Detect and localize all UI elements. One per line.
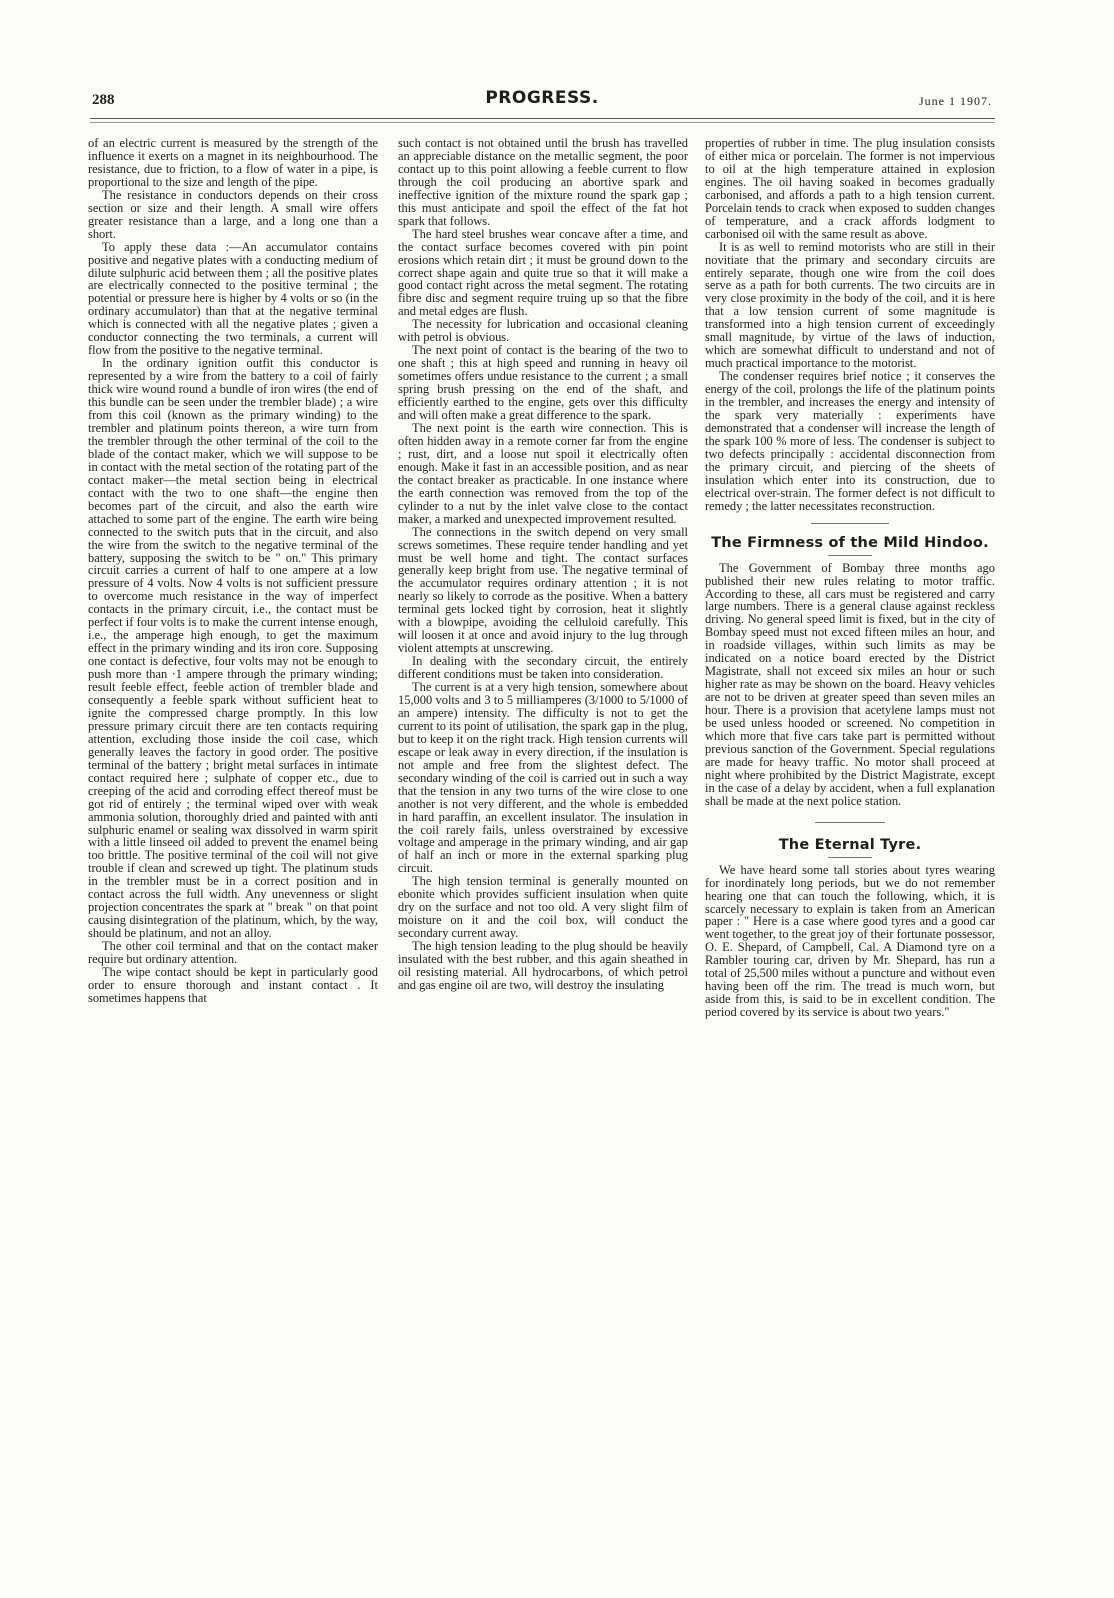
section-divider	[815, 822, 885, 823]
paragraph: The next point is the earth wire connection. This is often hidden away in a remote corner far from the engine ; rust, dirt, and a loose nut spoil it electrically often enough. Make it fast in an accessible position, and as near the contact breaker as practicable. In one instance where the earth connection was removed from the top of the cylinder to a nut by the inlet valve close to the contact maker, a marked and unexpected improvement resulted.	[398, 420, 688, 526]
paragraph: The necessity for lubrication and occasional cleaning with petrol is obvious.	[398, 317, 688, 345]
column-2	[398, 137, 688, 992]
article-body-tyre: We have heard some tall stories about tyres wearing for inordinately long periods, but we do not remember hearing one that can touch the following, which, it is scarcely necessary to explain is taken from an American paper : " Here is a case where good tyres and a good car went together, to the great joy of their fortunate possessor, O. E. Shepard, of Campbell, Cal. A Diamond tyre on a Rambler touring car, driven by Mr. Shepard, has run a total of 25,500 miles without a puncture and without even having been off the rim. The tread is much worn, but aside from this, is said to be in excellent condition. The period covered by its service is about two years."	[705, 862, 995, 1020]
paragraph: In the ordinary ignition outfit this conductor is represented by a wire from the battery to a coil of fairly thick wire wound round a bundle of iron wires (the end of this bundle can be seen under the trembler blade) ; a wire from this coil (known as the primary winding) to the trembler and platinum points thereon, a wire turn from the trembler through the other terminal of the coil to the blade of the contact maker, which we will suppose to be in contact with the metal section of the rotating part of the contact maker—the metal section being in electrical contact with the two to one shaft—the engine then becomes part of the circuit, and also the earth wire attached to some part of the engine. The earth wire being connected to the switch puts that in the circuit, and also the wire from the switch to the negative terminal of the battery, supposing the switch to be " on." This primary circuit carries a current of half to one ampere at a low pressure of 4 volts. Now 4 volts is not sufficient pressure to overcome much resistance in the way of imperfect contacts in the primary circuit, i.e., the contact must be perfect if four volts is to make the current intense enough, i.e., the amperage high enough, to get the maximum effect in the primary winding and its iron core. Supposing one contact is defective, four volts may not be enough to push more than ·1 ampere through the primary winding; result feeble effect, feeble action of trembler blade and consequently a feeble spark without sufficient heat to ignite the compressed charge promptly. In this low pressure primary circuit there are ten contacts requiring attention, excluding those inside the coil case, which generally leaves the factory in good order. The positive terminal of the battery ; bright metal surfaces in intimate contact required here ; sulphate of copper etc., due to creeping of the acid and corroding effect thereof must be got rid of entirely ; the terminal wiped over with weak ammonia solution, thoroughly dried and painted with anti sulphuric enamel or sealing wax dissolved in warm spirit with a little linseed oil added to prevent the enamel being too brittle. The positive terminal of the coil will not give trouble if clean and screwed up tight. The platinum studs in the trembler must be in a correct position and in contact across the full width. Any unevenness or slight projection concentrates the spark at " break " on that point causing disintegration of the platinum, which, by the way, should be platinum, and not an alloy.	[88, 356, 378, 941]
paragraph: It is as well to remind motorists who are still in their novitiate that the primary and secondary circuits are entirely separate, though one wire from the coil does serve as a path for both currents. The two circuits are in very close proximity in the body of the coil, and it is here that a low tension current of some magnitude is transformed into a high tension current of exceedingly small magnitude, by virtue of the laws of induction, which are somewhat difficult to understand and not of much practical importance to the motorist.	[705, 239, 995, 371]
paragraph: The resistance in conductors depends on their cross section or size and their length. A small wire offers greater resistance than a large, and a long one than a short.	[88, 187, 378, 241]
column-1	[88, 137, 378, 1005]
paragraph: The wipe contact should be kept in particularly good order to ensure thorough and instant contact . It sometimes happens that	[88, 965, 378, 1005]
masthead-title: PROGRESS.	[485, 88, 599, 108]
section-divider	[811, 523, 889, 524]
paragraph: The connections in the switch depend on very small screws sometimes. These require tender handling and yet must be well home and tight. The contact surfaces generally keep bright from use. The negative terminal of the accumulator requires ordinary attention ; it is not nearly so likely to corrode as the positive. When a battery terminal gets locked tight by corrosion, heat it slightly with a blowpipe, avoiding the celluloid carefully. This will loosen it at once and avoid injury to the lug through violent attempts at unscrewing.	[398, 524, 688, 656]
page-header	[92, 88, 992, 120]
page-number: 288	[92, 92, 115, 108]
paragraph: The other coil terminal and that on the contact maker require but ordinary attention.	[88, 939, 378, 967]
paragraph: The high tension terminal is generally mounted on ebonite which provides sufficient insulation when quite dry on the surface and not too old. A very slight film of moisture on it and the coil box, will conduct the secondary current away.	[398, 874, 688, 941]
paragraph: The high tension leading to the plug should be heavily insulated with the best rubber, and this again sheathed in oil resisting material. All hydrocarbons, of which petrol and gas engine oil are two, will destroy the insulating	[398, 939, 688, 992]
column-3	[705, 137, 995, 1019]
paragraph: properties of rubber in time. The plug insulation consists of either mica or porcelain. The former is not impervious to oil at the high temperature attained in explosion engines. The oil having soaked in becomes gradually carbonised, and affords a path to a high tension current. Porcelain tends to crack when exposed to sudden changes of temperature, and a crack affords lodgment to carbonised oil with the same result as above.	[705, 136, 995, 241]
paragraph: The condenser requires brief notice ; it conserves the energy of the coil, prolongs the life of the platinum points in the trembler, and increases the energy and intensity of the spark very materially : experiments have demonstrated that a condenser will increase the length of the spark 100 % more of less. The condenser is subject to two defects principally : accidental disconnection from the primary circuit, and piercing of the sheets of insulation which enter into its construction, due to electrical over-strain. The former defect is not difficult to remedy ; the latter necessitates reconstruction.	[705, 369, 995, 513]
title-rule	[828, 555, 872, 556]
issue-date: June 1 1907.	[919, 94, 992, 108]
article-body-hindoo: The Government of Bombay three months ago published their new rules relating to motor traffic. According to these, all cars must be registered and carry large numbers. There is a general clause against reckless driving. No general speed limit is fixed, but in the city of Bombay speed must not exced fifteen miles an hour, and in roadside villages, within such limits as may be indicated on a notice board erected by the District Magistrate, shall not exceed six miles an hour or such higher rate as may be shown on the board. Heavy vehicles are not to be driven at greater speed than seven miles an hour. There is a provision that acetylene lamps must not be used unless hooded or screened. No competition in which more that five cars take part is permitted without previous sanction of the Government. Special regulations are made for heavy traffic. No motor shall proceed at night where prohibited by the District Magistrate, except in the case of a delay by accident, when a full explanation shall be made at the next police station.	[705, 560, 995, 808]
article-title-hindoo: The Firmness of the Mild Hindoo.	[711, 534, 989, 551]
header-rule-thin	[90, 122, 995, 123]
paragraph: To apply these data :—An accumulator contains positive and negative plates with a conducting medium of dilute sulphuric acid between them ; all the positive plates are electrically connected to the positive terminal ; the potential or pressure here is higher by 4 volts or so (in the ordinary accumulator) than that at the negative terminal which is connected with all the negative plates ; given a conductor connecting the two terminals, a current will flow from the positive to the negative terminal.	[88, 239, 378, 358]
title-rule	[828, 857, 872, 858]
header-rule	[90, 118, 995, 119]
paragraph: of an electric current is measured by the strength of the influence it exerts on a magnet in its neighbourhood. The resistance, due to friction, to a flow of water in a pipe, is proportional to the size and length of the pipe.	[88, 136, 378, 189]
paragraph: The current is at a very high tension, somewhere about 15,000 volts and 3 to 5 milliamperes (3/1000 to 5/1000 of an ampere) intensity. The difficulty is not to get the current to its point of utilisation, the spark gap in the plug, but to keep it on the right track. High tension currents will escape or leak away in every direction, if the insulation is not ample and free from the slightest defect. The secondary winding of the coil is carried out in such a way that the tension in any two turns of the wire close to one another is not very different, and the whole is embedded in hard paraffin, an excellent insulator. The insulation in the coil rarely fails, unless overstrained by excessive voltage and amperage in the primary winding, and air gap of half an inch or more in the external sparking plug circuit.	[398, 680, 688, 876]
paragraph: The next point of contact is the bearing of the two to one shaft ; this at high speed and running in heavy oil sometimes offers undue resistance to the current ; a small spring brush pressing on the end of the shaft, and efficiently earthed to the engine, gets over this difficulty and will often make a great difference to the spark.	[398, 343, 688, 423]
paragraph: In dealing with the secondary circuit, the entirely different conditions must be taken into consideration.	[398, 654, 688, 682]
paragraph: such contact is not obtained until the brush has travelled an appreciable distance on the metallic segment, the poor contact up to this point allowing a feeble current to flow through the coil producing an abortive spark and ineffective ignition of the mixture round the spark gap ; this must anticipate and spoil the effect of the fat hot spark that follows.	[398, 136, 688, 228]
paragraph: The hard steel brushes wear concave after a time, and the contact surface becomes covered with pin point erosions which retain dirt ; it must be ground down to the correct shape again and quite true so that it will make a good contact right across the metal segment. The rotating fibre disc and segment require truing up so that the fibre and metal edges are flush.	[398, 226, 688, 319]
article-title-tyre: The Eternal Tyre.	[778, 836, 922, 853]
